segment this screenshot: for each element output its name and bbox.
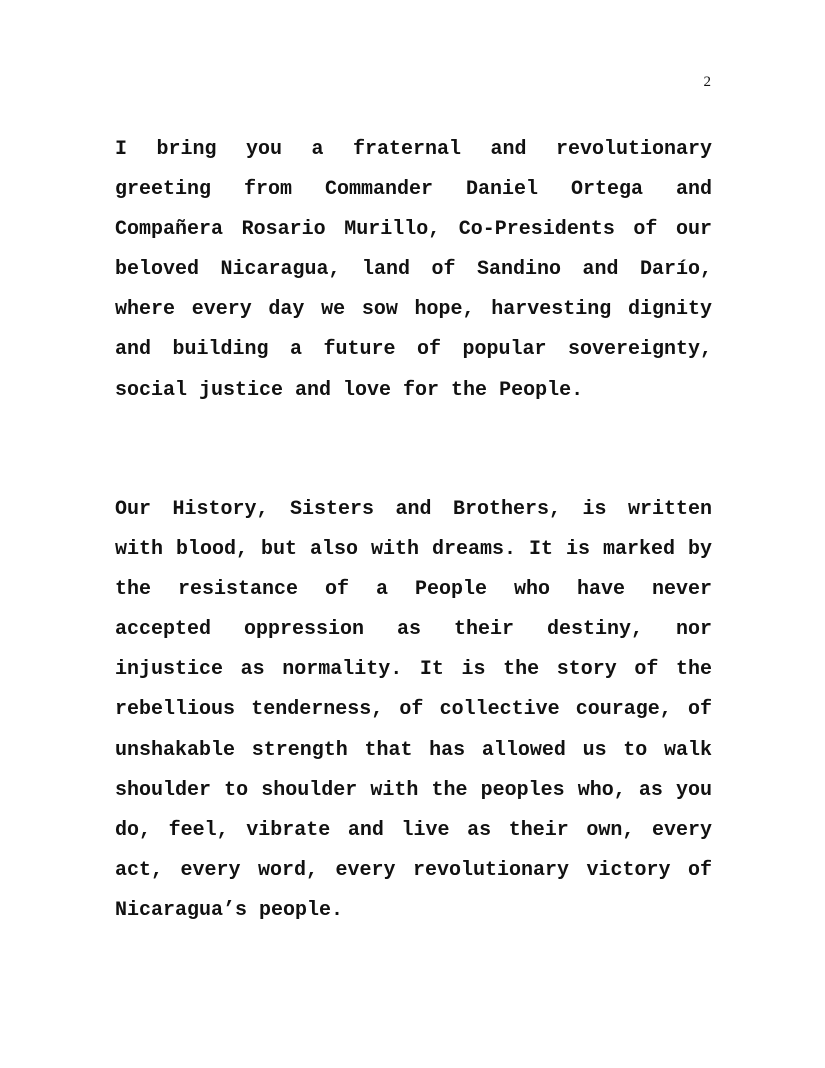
paragraph-history: Our History, Sisters and Brothers, is written with blood, but also with dreams. It is marked by the resistance of a People who have never accepted oppression as their destiny, nor injustice as normality. It is the story of the rebellious tenderness, of collective courage, of unshakable strength that has allowed us to walk shoulder to shoulder with the peoples who, as you do, feel, vibrate and live as their own, every act, every word, every revolutionary victory of Nicaragua’s people.: [115, 498, 712, 922]
paragraph-greeting: I bring you a fraternal and revolutionary greeting from Commander Daniel Ortega and Compañera Rosario Murillo, Co-Presidents of our beloved Nicaragua, land of Sandino and Darío, where every day we sow hope, harvesting dignity and building a future of popular sovereignty, social justice and love for the People.: [115, 138, 712, 402]
page-number: 2: [703, 74, 711, 90]
